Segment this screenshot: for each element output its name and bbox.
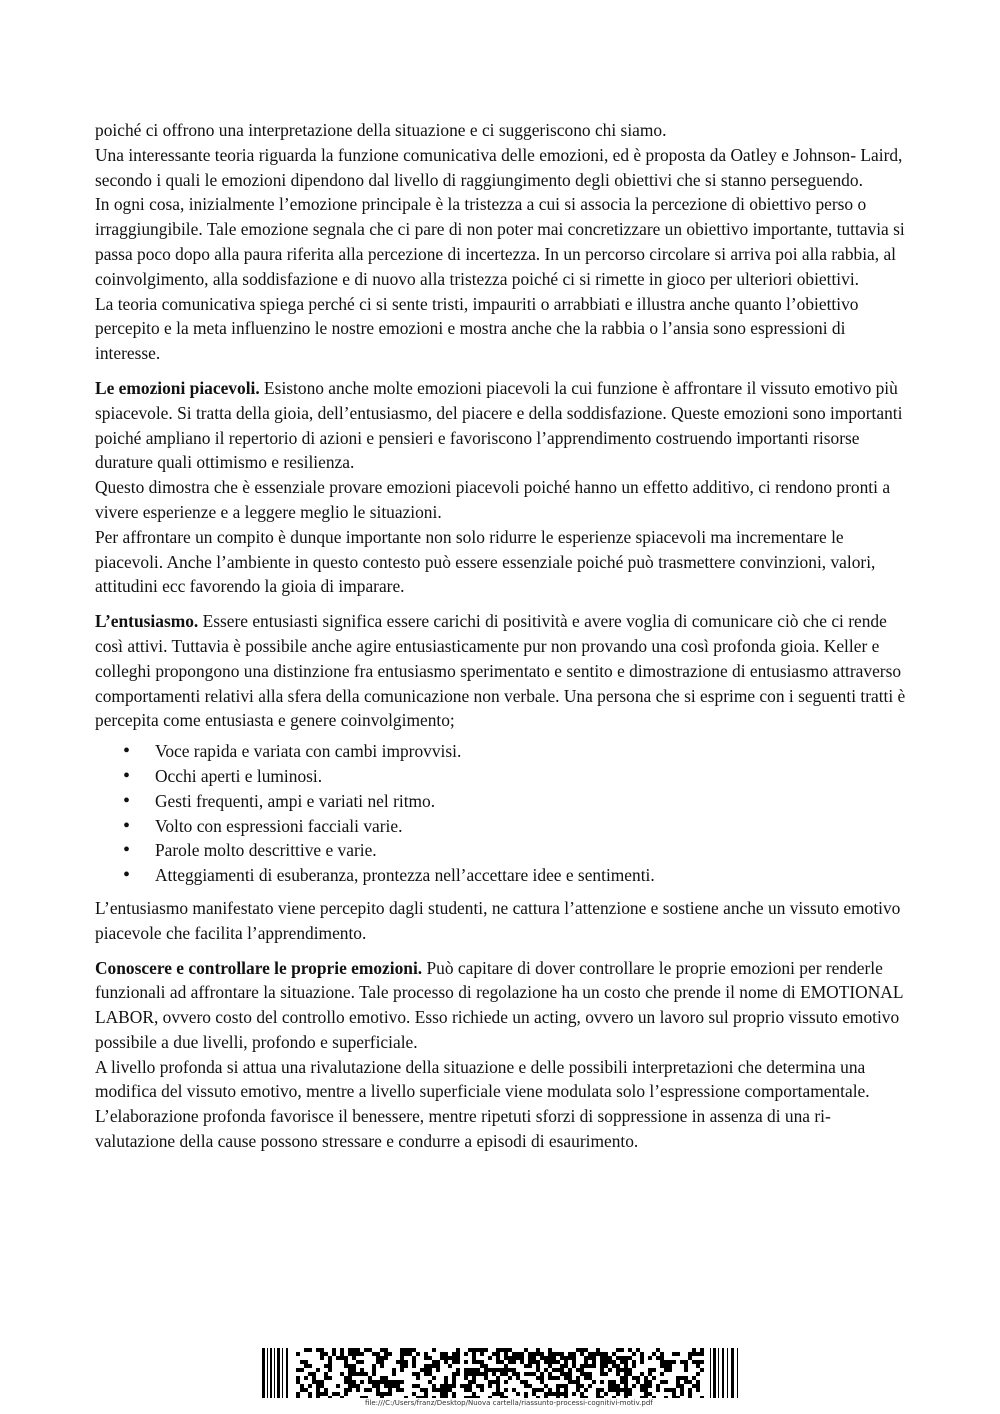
section-text: Essere entusiasti significa essere carichi di positività e avere voglia di comunicare ciò che ci rende così attivi. Tuttavia è possibile anche agire entusiasticamente pur non provando una così profonda gioia. Keller e colleghi propongono una distinzione fra entusiasmo sperimentato e sentito e dimostrazione di entusiasmo attraverso comportamenti relativi alla sfera della comunicazione non verbale. Una persona che si esprime con i seguenti tratti è percepita come entusiasta e genere coinvolgimento; xyxy=(95,611,906,731)
section-heading: L’entusiasmo. xyxy=(95,611,199,632)
paragraph: L’entusiasmo manifestato viene percepito dagli studenti, ne cattura l’attenzione e sostiene anche un vissuto emotivo piacevole che facilita l’apprendimento. xyxy=(95,897,901,943)
paragraph: Una interessante teoria riguarda la funzione comunicativa delle emozioni, ed è proposta da Oatley e Johnson- Laird, secondo i quali le emozioni dipendono dal livello di raggiungimento degli obiettivi che si stanno perseguendo. xyxy=(95,144,903,190)
section-piacevoli xyxy=(95,376,910,475)
barcode-image xyxy=(262,1348,742,1398)
list-item: • Volto con espressioni facciali varie. xyxy=(123,814,910,839)
bullet-list xyxy=(95,739,910,888)
paragraph: Questo dimostra che è essenziale provare emozioni piacevoli poiché hanno un effetto additivo, ci rendono pronti a vivere esperienze e a leggere meglio le situazioni. xyxy=(95,477,891,522)
list-item: • Gesti frequenti, ampi e variati nel ritmo. xyxy=(123,789,910,814)
section-text: Esistono anche molte emozioni piacevoli la cui funzione è affrontare il vissuto emotivo più spiacevole. Si tratta della gioia, dell’entusiasmo, del piacere e della soddisfazione. Queste emozioni sono importanti poiché ampliano il repertorio di azioni e pensieri e favoriscono l’apprendimento costruendo importanti risorse durature quali ottimismo e resilienza. xyxy=(95,377,903,473)
paragraph: Per affrontare un compito è dunque importante non solo ridurre le esperienze spiacevoli ma incrementare le piacevoli. Anche l’ambiente in questo contesto può essere essenziale poiché può trasmettere convinzioni, valori, attitudini ecc favorendo la gioia di imparare. xyxy=(95,526,876,597)
paragraph: A livello profonda si attua una rivalutazione della situazione e delle possibili interpretazioni che determina una modifica del vissuto emotivo, mentre a livello superficiale viene modulata solo l’espressione comportamentale. xyxy=(95,1056,870,1102)
list-item: • Voce rapida e variata con cambi improvvisi. xyxy=(123,739,910,764)
section-entusiasmo xyxy=(95,609,910,733)
paragraph: L’elaborazione profonda favorisce il benessere, mentre ripetuti sforzi di soppressione in assenza di una ri- valutazione della cause possono stressare e condurre a episodi di esaurimento. xyxy=(95,1106,831,1152)
list-item: • Parole molto descrittive e varie. xyxy=(123,838,910,863)
paragraph: La teoria comunicativa spiega perché ci si sente tristi, impauriti o arrabbiati e illustra anche quanto l’obiettivo percepito e la meta influenzino le nostre emozioni e mostra anche che la rabbia o l’ansia sono espressioni di interesse. xyxy=(95,293,859,364)
section-text: Può capitare di dover controllare le proprie emozioni per renderle funzionali ad affrontare la situazione. Tale processo di regolazione ha un costo che prende il nome di EMOTIONAL LABOR, ovvero costo del controllo emotivo. Esso richiede un acting, ovvero un lavoro sul proprio vissuto emotivo possibile a due livelli, profondo e superficiale. xyxy=(95,957,903,1052)
list-item: • Atteggiamenti di esuberanza, prontezza nell’accettare idee e sentimenti. xyxy=(123,863,910,888)
list-item: • Occhi aperti e luminosi. xyxy=(123,764,910,789)
footer-file-path: file:///C:/Users/franz/Desktop/Nuova cartella/riassunto-processi-cognitivi-motiv.pdf xyxy=(365,1399,653,1407)
section-conoscere xyxy=(95,956,910,1055)
section-heading: Le emozioni piacevoli. xyxy=(95,377,260,398)
paragraph: In ogni cosa, inizialmente l’emozione principale è la tristezza a cui si associa la percezione di obiettivo perso o irraggiungibile. Tale emozione segnala che ci pare di non poter mai concretizzare un obiettivo importante, tuttavia si passa poco dopo alla paura riferita alla percezione di incertezza. In un percorso circolare si arriva poi alla rabbia, al coinvolgimento, alla soddisfazione e di nuovo alla tristezza poiché ci si rimette in gioco per ulteriori obiettivi. xyxy=(95,194,905,289)
section-heading: Conoscere e controllare le proprie emozioni. xyxy=(95,957,423,978)
paragraph: poiché ci offrono una interpretazione della situazione e ci suggeriscono chi siamo. xyxy=(95,120,667,140)
document-body xyxy=(95,118,910,1154)
